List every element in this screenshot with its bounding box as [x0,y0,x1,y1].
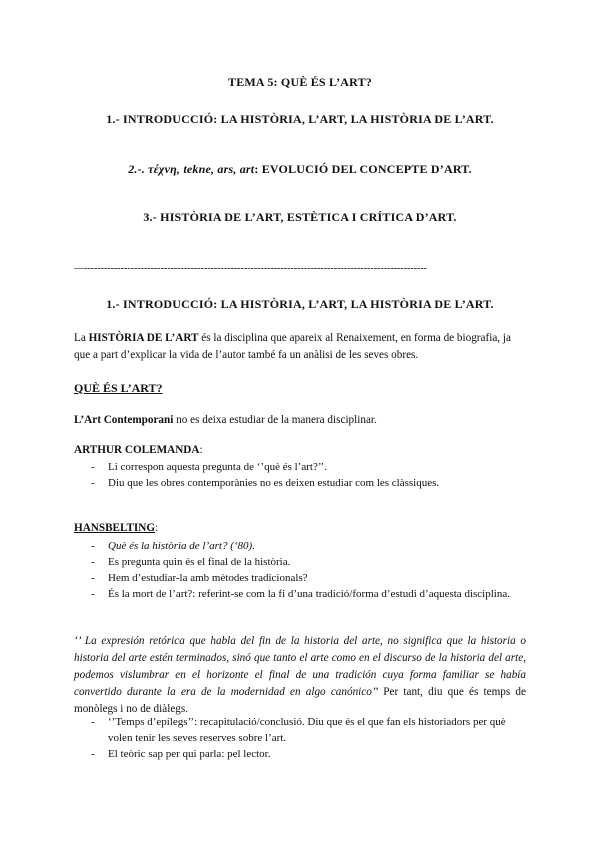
belting-list [74,538,526,602]
coleman-list [74,459,526,491]
list-item [74,714,526,746]
intro-lead: La [74,332,89,344]
list-item-text: És la mort de l’art?: referint-se com la fi d’una tradició/forma d’estudi d’aquesta disciplina. [108,588,510,600]
list-item [74,538,526,554]
bullet-dash: - [91,540,95,552]
toc-section-2-rest: : EVOLUCIÓ DEL CONCEPTE D’ART. [254,162,472,176]
list-item-text: El teòric sap per qui parla: pel lector. [108,748,271,760]
belting-name: HANSBELTING [74,522,156,534]
toc-section-2 [0,162,600,177]
toc-section-3: 3.- HISTÒRIA DE L’ART, ESTÈTICA I CRÍTICA D’ART. [143,210,457,224]
bullet-dash: - [91,588,95,600]
intro-rest: és la disciplina que apareix al Renaixement, en forma de biografia, ja que a part d’explicar la vida de l’autor també fa un anàlisi de les seves obres. [74,332,511,361]
list-item-text: Què és la història de l’art? (‘80). [108,540,255,552]
coleman-colon: : [199,444,203,456]
contemporani-bold: L’Art Contemporani [74,414,174,426]
coleman-heading [74,442,203,459]
belting-quote: ‘’ La expresión retórica que habla del fin de la historia del arte, no significa que la historia o historia del arte estén terminados, sinó que tanto el arte como en el discurso de la historia del arte, podemos vislumbrar en el horizonte el final de una tradición cuya forma familiar se había convertido durante la era de la modernidad en algo canónico’’ [74,635,526,698]
list-item [74,570,526,586]
bullet-dash: - [91,477,95,489]
contemporani-paragraph [74,412,524,429]
list-item-text: Es pregunta quin és el final de la història. [108,556,291,568]
belting-heading [74,520,158,537]
section-1-heading: 1.- INTRODUCCIÓ: LA HISTÒRIA, L’ART, LA HISTÒRIA DE L’ART. [106,297,494,311]
bullet-dash: - [91,716,95,728]
divider-line: —------------------------------------------------------------------------------------------------------- [74,263,427,274]
contemporani-rest: no es deixa estudiar de la manera disciplinar. [173,414,377,426]
quote-paragraph [74,633,526,718]
list-item [74,554,526,570]
list-item [74,746,526,762]
list-item [74,459,526,475]
list-item [74,475,526,491]
toc-section-2-terms: 2.-. τέχνη, tekne, ars, art [128,162,255,176]
list-item-text: Li correspon aquesta pregunta de ‘’què és l’art?’’. [108,461,328,473]
bullet-dash: - [91,748,95,760]
bullet-dash: - [91,556,95,568]
bullet-dash: - [91,461,95,473]
list-item-text: Diu que les obres contemporànies no es deixen estudiar com les clàssiques. [108,477,440,489]
quote-conclusion: Per tant, diu que és temps de monòlegs i no de diàlegs. [74,686,526,715]
toc-section-1: 1.- INTRODUCCIÓ: LA HISTÒRIA, L’ART, LA HISTÒRIA DE L’ART. [106,112,494,126]
coleman-name: ARTHUR COLEMANDA [74,444,200,456]
intro-bold-term: HISTÒRIA DE L’ART [88,332,199,344]
epilegs-list [74,714,526,762]
que-es-art-heading: QUÈ ÉS L’ART? [74,381,163,395]
intro-paragraph [74,330,524,364]
document-title: TEMA 5: QUÈ ÉS L’ART? [227,75,373,89]
belting-colon: : [155,522,159,534]
bullet-dash: - [91,572,95,584]
list-item [74,586,526,602]
list-item-text: ‘’Temps d’epílegs’’: recapitulació/conclusió. Diu que és el que fan els historiadors per què volen tenir les seves reserves sobre l’art. [108,716,506,744]
list-item-text: Hem d’estudiar-la amb mètodes tradicionals? [108,572,308,584]
